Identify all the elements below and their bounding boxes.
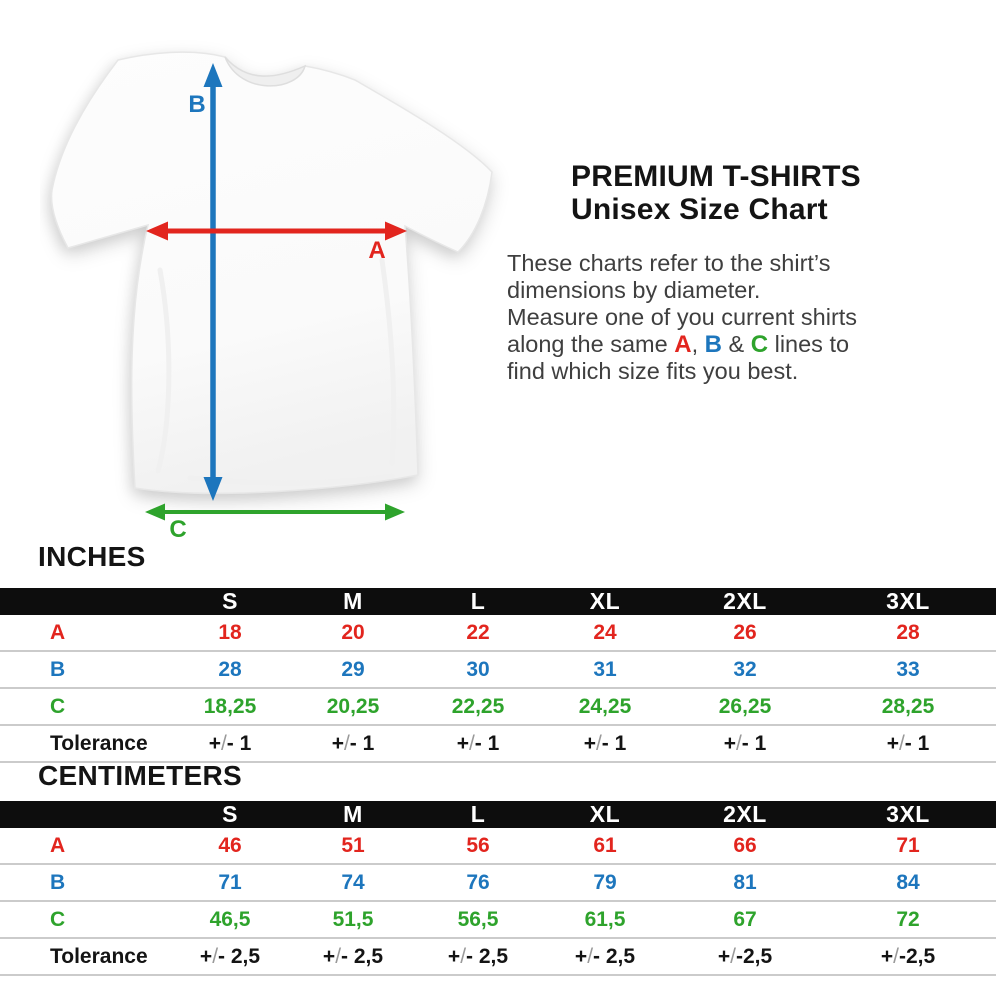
centimeters-size-table	[0, 801, 996, 976]
cell: 71	[170, 864, 290, 901]
description-text	[507, 250, 967, 385]
cell: 46	[170, 828, 290, 864]
title-line-2: Unisex Size Chart	[571, 193, 828, 226]
cell: 26	[670, 615, 820, 651]
cell: +/- 1	[670, 725, 820, 762]
cell: +/- 1	[540, 725, 670, 762]
cell: +/-2,5	[670, 938, 820, 975]
cell: 56	[416, 828, 540, 864]
cell: +/- 2,5	[416, 938, 540, 975]
row-label: A	[0, 828, 170, 864]
cell: +/- 2,5	[540, 938, 670, 975]
inline-letter-b: B	[704, 331, 722, 358]
cell: 51,5	[290, 901, 416, 938]
row-label: B	[0, 651, 170, 688]
cell: 46,5	[170, 901, 290, 938]
col-header-2xl: 2XL	[670, 588, 820, 615]
cell: +/- 2,5	[290, 938, 416, 975]
cell: 76	[416, 864, 540, 901]
cell: 22	[416, 615, 540, 651]
inline-letter-a: A	[674, 331, 692, 358]
col-header-s: S	[170, 801, 290, 828]
inline-letter-c: C	[750, 331, 769, 358]
row-label: Tolerance	[0, 725, 170, 762]
col-header-3xl: 3XL	[820, 588, 996, 615]
cell: 32	[670, 651, 820, 688]
header-spacer	[0, 588, 170, 615]
cell: 28	[170, 651, 290, 688]
row-label: A	[0, 615, 170, 651]
cell: 30	[416, 651, 540, 688]
arrow-label-c: C	[169, 516, 187, 543]
cell: 84	[820, 864, 996, 901]
desc-line-1: These charts refer to the shirt’s	[507, 250, 831, 276]
arrow-c-right-head	[385, 504, 405, 521]
cell: +/- 1	[416, 725, 540, 762]
inches-header-row	[0, 588, 996, 615]
col-header-2xl: 2XL	[670, 801, 820, 828]
cell: 61,5	[540, 901, 670, 938]
inches-row-b	[0, 651, 996, 688]
cell: 79	[540, 864, 670, 901]
inches-size-table	[0, 588, 996, 763]
cm-row-c	[0, 901, 996, 938]
cell: 18,25	[170, 688, 290, 725]
cell: 22,25	[416, 688, 540, 725]
title-line-1: PREMIUM T-SHIRTS	[571, 160, 861, 193]
cell: 51	[290, 828, 416, 864]
cm-row-b	[0, 864, 996, 901]
col-header-3xl: 3XL	[820, 801, 996, 828]
row-label: Tolerance	[0, 938, 170, 975]
col-header-l: L	[416, 801, 540, 828]
col-header-l: L	[416, 588, 540, 615]
col-header-s: S	[170, 588, 290, 615]
desc-line-2: dimensions by diameter.	[507, 277, 761, 303]
cell: 29	[290, 651, 416, 688]
page-title	[571, 160, 861, 226]
cell: 28	[820, 615, 996, 651]
tshirt-image	[52, 52, 492, 493]
cell: 61	[540, 828, 670, 864]
cell: 24	[540, 615, 670, 651]
tshirt-measurement-diagram	[40, 8, 510, 553]
cell: +/- 2,5	[170, 938, 290, 975]
cell: 28,25	[820, 688, 996, 725]
cm-header-row	[0, 801, 996, 828]
inches-heading: INCHES	[38, 541, 146, 572]
cm-row-tolerance	[0, 938, 996, 975]
cell: +/- 1	[170, 725, 290, 762]
cell: 72	[820, 901, 996, 938]
cm-row-a	[0, 828, 996, 864]
inches-row-c	[0, 688, 996, 725]
tshirt-diagram-svg	[40, 8, 510, 553]
cell: +/- 1	[290, 725, 416, 762]
arrow-label-b: B	[188, 91, 206, 118]
cell: 33	[820, 651, 996, 688]
inches-row-a	[0, 615, 996, 651]
col-header-m: M	[290, 588, 416, 615]
cell: 31	[540, 651, 670, 688]
col-header-m: M	[290, 801, 416, 828]
desc-line-5: find which size fits you best.	[507, 358, 799, 384]
cell: 18	[170, 615, 290, 651]
row-label: B	[0, 864, 170, 901]
cell: 20,25	[290, 688, 416, 725]
centimeters-heading: CENTIMETERS	[38, 760, 242, 791]
arrow-c-left-head	[145, 504, 165, 521]
col-header-xl: XL	[540, 588, 670, 615]
cell: +/- 1	[820, 725, 996, 762]
cell: 81	[670, 864, 820, 901]
cell: 66	[670, 828, 820, 864]
cell: 56,5	[416, 901, 540, 938]
cell: 71	[820, 828, 996, 864]
cell: +/-2,5	[820, 938, 996, 975]
row-label: C	[0, 688, 170, 725]
cell: 20	[290, 615, 416, 651]
desc-line-4: along the same A, B & C lines to	[507, 331, 850, 358]
cell: 74	[290, 864, 416, 901]
desc-line-3: Measure one of you current shirts	[507, 304, 858, 330]
cell: 26,25	[670, 688, 820, 725]
col-header-xl: XL	[540, 801, 670, 828]
arrow-label-a: A	[368, 237, 386, 264]
inches-row-tolerance	[0, 725, 996, 762]
arrow-c	[145, 504, 405, 544]
cell: 24,25	[540, 688, 670, 725]
cell: 67	[670, 901, 820, 938]
header-spacer	[0, 801, 170, 828]
row-label: C	[0, 901, 170, 938]
